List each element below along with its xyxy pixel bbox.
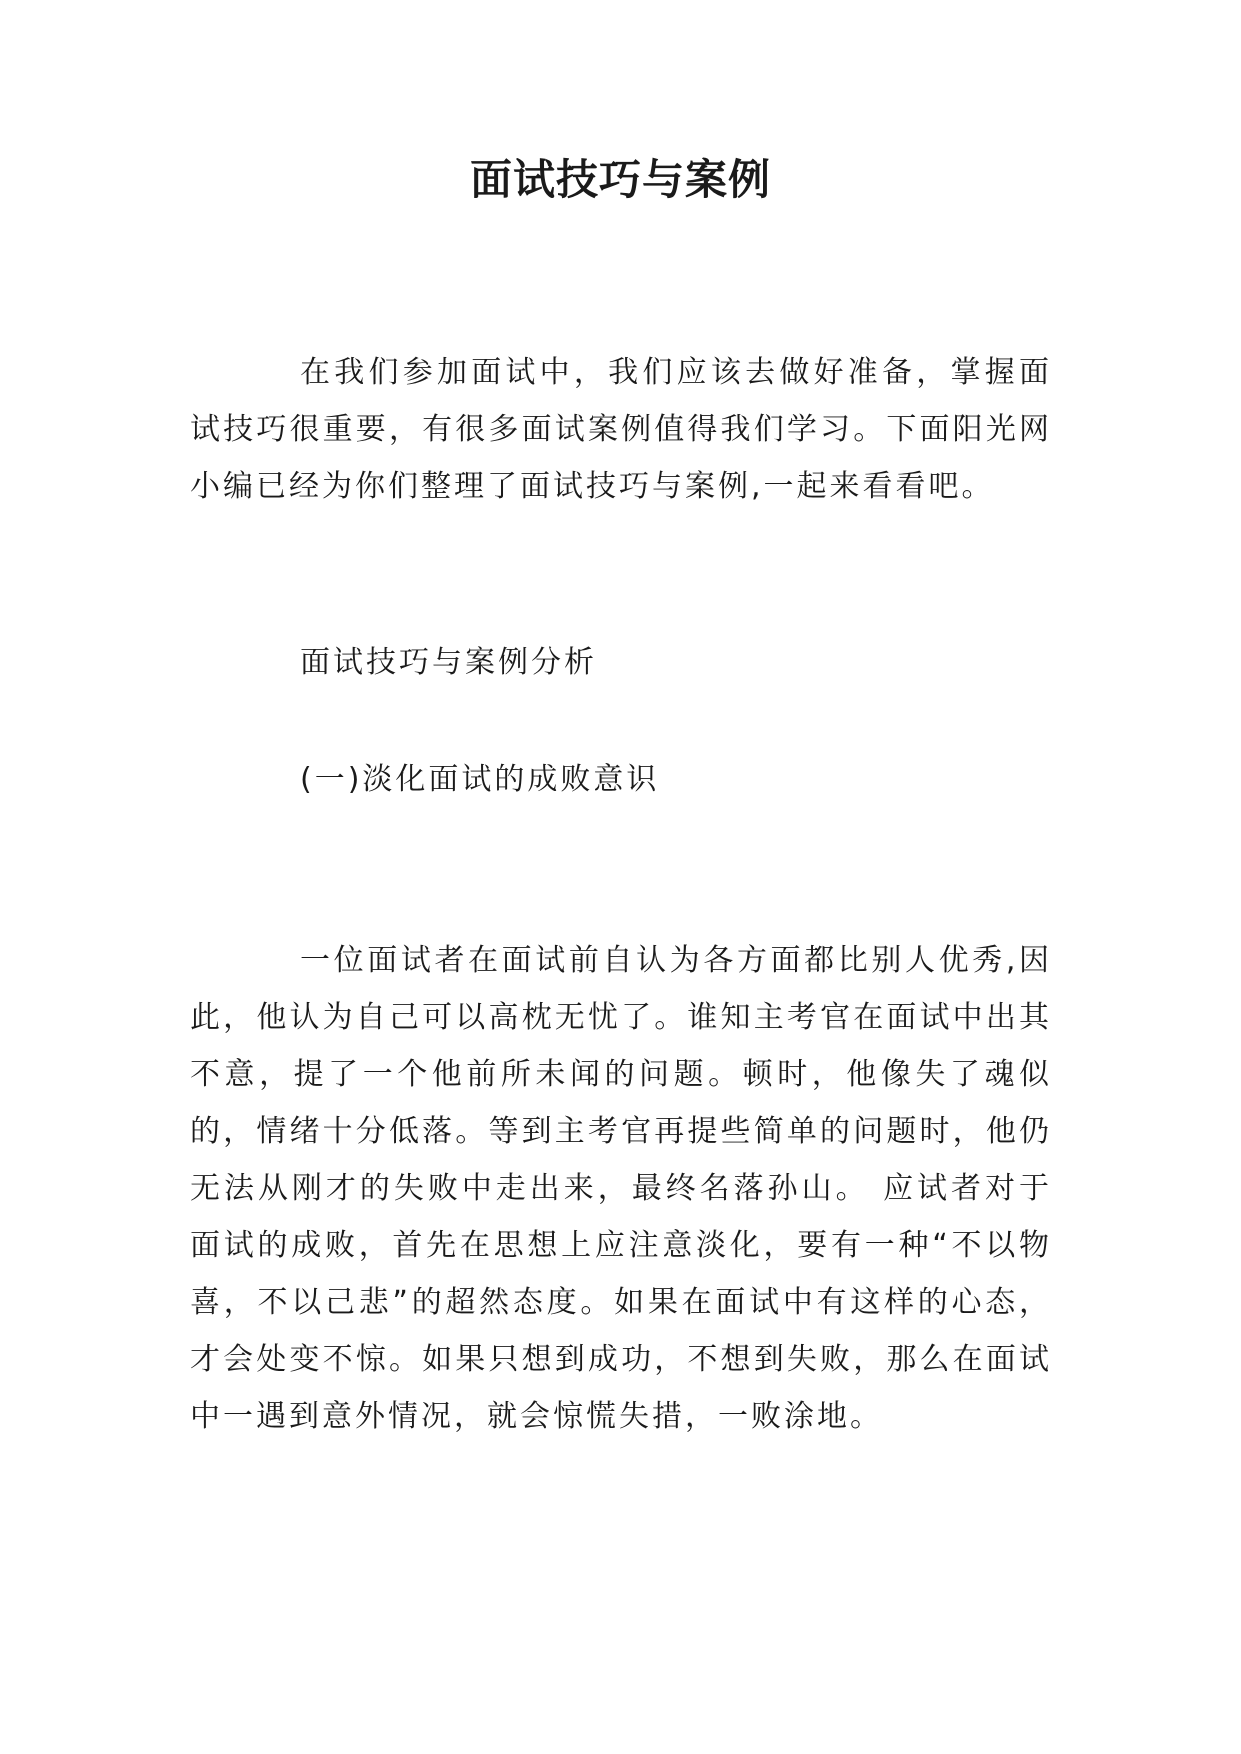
sub-heading: (一)淡化面试的成败意识 — [300, 762, 660, 797]
intro-paragraph: 在我们参加面试中，我们应该去做好准备，掌握面试技巧很重要，有很多面试案例值得我们学习。下面阳光网小编已经为你们整理了面试技巧与案例,一起来看看吧。 — [190, 355, 1052, 504]
document-title: 面试技巧与案例 — [469, 155, 771, 204]
case-paragraph: 一位面试者在面试前自认为各方面都比别人优秀,因此，他认为自己可以高枕无忧了。谁知主考官在面试中出其不意，提了一个他前所未闻的问题。顿时，他像失了魂似的，情绪十分低落。等到主考官再提些简单的问题时，他仍无法从刚才的失败中走出来，最终名落孙山。 应试者对于面试的成败，首先在思想上应注意淡化，要有一种“不以物喜，不以己悲”的超然态度。如果在面试中有这样的心态，才会处变不惊。如果只想到成功，不想到失败，那么在面试中一遇到意外情况，就会惊慌失措，一败涂地。 — [190, 943, 1052, 1434]
section-heading: 面试技巧与案例分析 — [300, 645, 597, 680]
